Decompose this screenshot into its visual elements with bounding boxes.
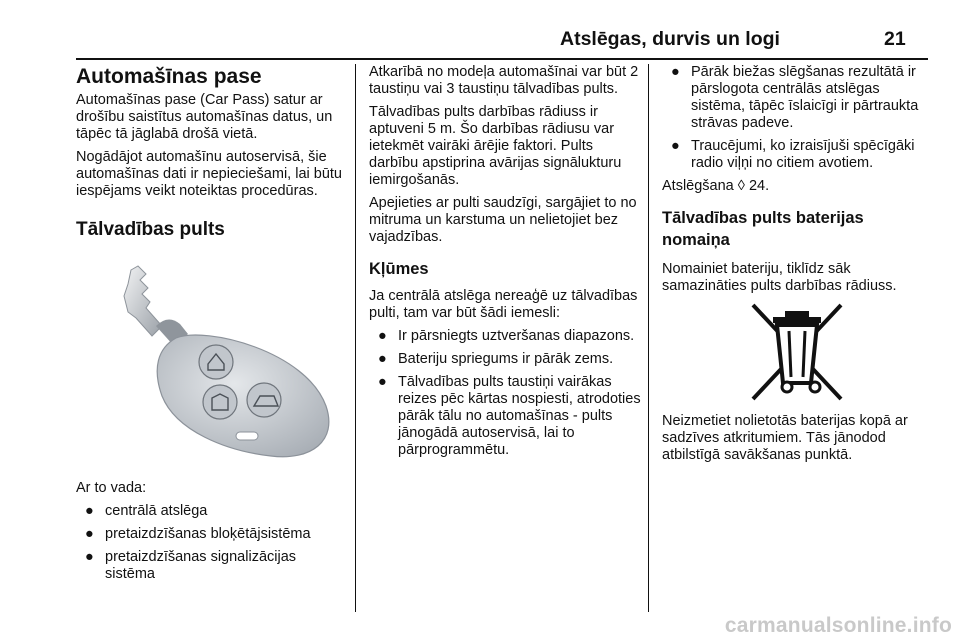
bullet-list [76, 503, 344, 583]
lead-text: Ar to vada: [76, 480, 147, 496]
column-3 [662, 64, 932, 470]
list-item: ● pretaizdzīšanas signalizācijas sistēma [85, 549, 297, 582]
list-item: ● Pārāk biežas slēgšanas rezultātā ir pārslogota centrālās atslēgas sistēma, tāpēc īslaicīgi ir pārtraukta strāvas padeve. [671, 64, 919, 131]
list-item: ● Ir pārsniegts uztveršanas diapazons. [378, 328, 635, 344]
paragraph: Ja centrālā atslēga nereaģē uz tālvadības pulti, tam var būt šādi iemesli: [369, 288, 638, 321]
watermark: carmanualsonline.info [724, 614, 952, 637]
paragraph: Nomainiet bateriju, tiklīdz sāk samazināties pults darbības rādiuss. [662, 261, 897, 294]
column-2 [369, 64, 641, 465]
column-divider-1 [355, 64, 356, 612]
list-item: ● Bateriju spriegums ir pārāk zems. [378, 351, 614, 367]
section-heading-car-pass: Automašīnas pase [76, 65, 262, 88]
header-rule [76, 58, 928, 60]
page-number: 21 [884, 28, 906, 50]
paragraph: Tālvadības pults darbības rādiuss ir aptuveni 5 m. Šo darbības rādiusu var ietekmēt vairāki ārējie faktori. Pults darbību apstiprina avārijas signālukturu iemirgošanās. [369, 104, 622, 188]
bullet-list [662, 64, 932, 172]
remote-key-illustration [76, 256, 338, 466]
page-reference-arrow-icon: ◊ [737, 178, 745, 194]
header-title: Atslēgas, durvis un logi [560, 28, 780, 50]
list-item: ● Traucējumi, ko izraisījuši spēcīgāki radio viļņi no citiem avotiem. [671, 138, 915, 171]
section-heading-faults: Kļūmes [369, 260, 429, 278]
paragraph: Atkarībā no modeļa automašīnai var būt 2 taustiņu vai 3 taustiņu tālvadības pults. [369, 64, 639, 97]
crossed-out-bin-icon [747, 301, 847, 403]
paragraph: Apejieties ar pulti saudzīgi, sargājiet to no mitruma un karstuma un nelietojiet bez vajadzības. [369, 195, 637, 245]
section-heading-battery: Tālvadības pults baterijas nomaiņa [662, 209, 864, 249]
list-item: ● pretaizdzīšanas bloķētājsistēma [85, 526, 311, 542]
list-item: ● Tālvadības pults taustiņi vairākas reizes pēc kārtas nospiesti, atrodoties pārāk tālu no automašīnas - pults jānogādā autoservisā, lai to pārprogrammētu. [378, 374, 641, 458]
paragraph: Neizmetiet nolietotās baterijas kopā ar sadzīves atkritumiem. Tās jānodod atbilstīgā savākšanas punktā. [662, 413, 908, 463]
paragraph: Nogādājot automašīnu autoservisā, šie automašīnas dati ir nepieciešami, lai būtu iespējams veikt noteiktas procedūras. [76, 149, 342, 199]
reference-page: 24. [748, 178, 770, 194]
column-1 [76, 64, 344, 589]
paragraph: Automašīnas pase (Car Pass) satur ar drošību saistītus automašīnas datus, un tāpēc tā jāglabā drošā vietā. [76, 92, 333, 142]
cross-reference[interactable] [662, 178, 932, 195]
column-divider-2 [648, 64, 649, 612]
reference-label: Atslēgšana [662, 178, 734, 194]
list-item: ● centrālā atslēga [85, 503, 208, 519]
section-heading-remote: Tālvadības pults [76, 219, 225, 240]
bullet-list [369, 328, 641, 459]
